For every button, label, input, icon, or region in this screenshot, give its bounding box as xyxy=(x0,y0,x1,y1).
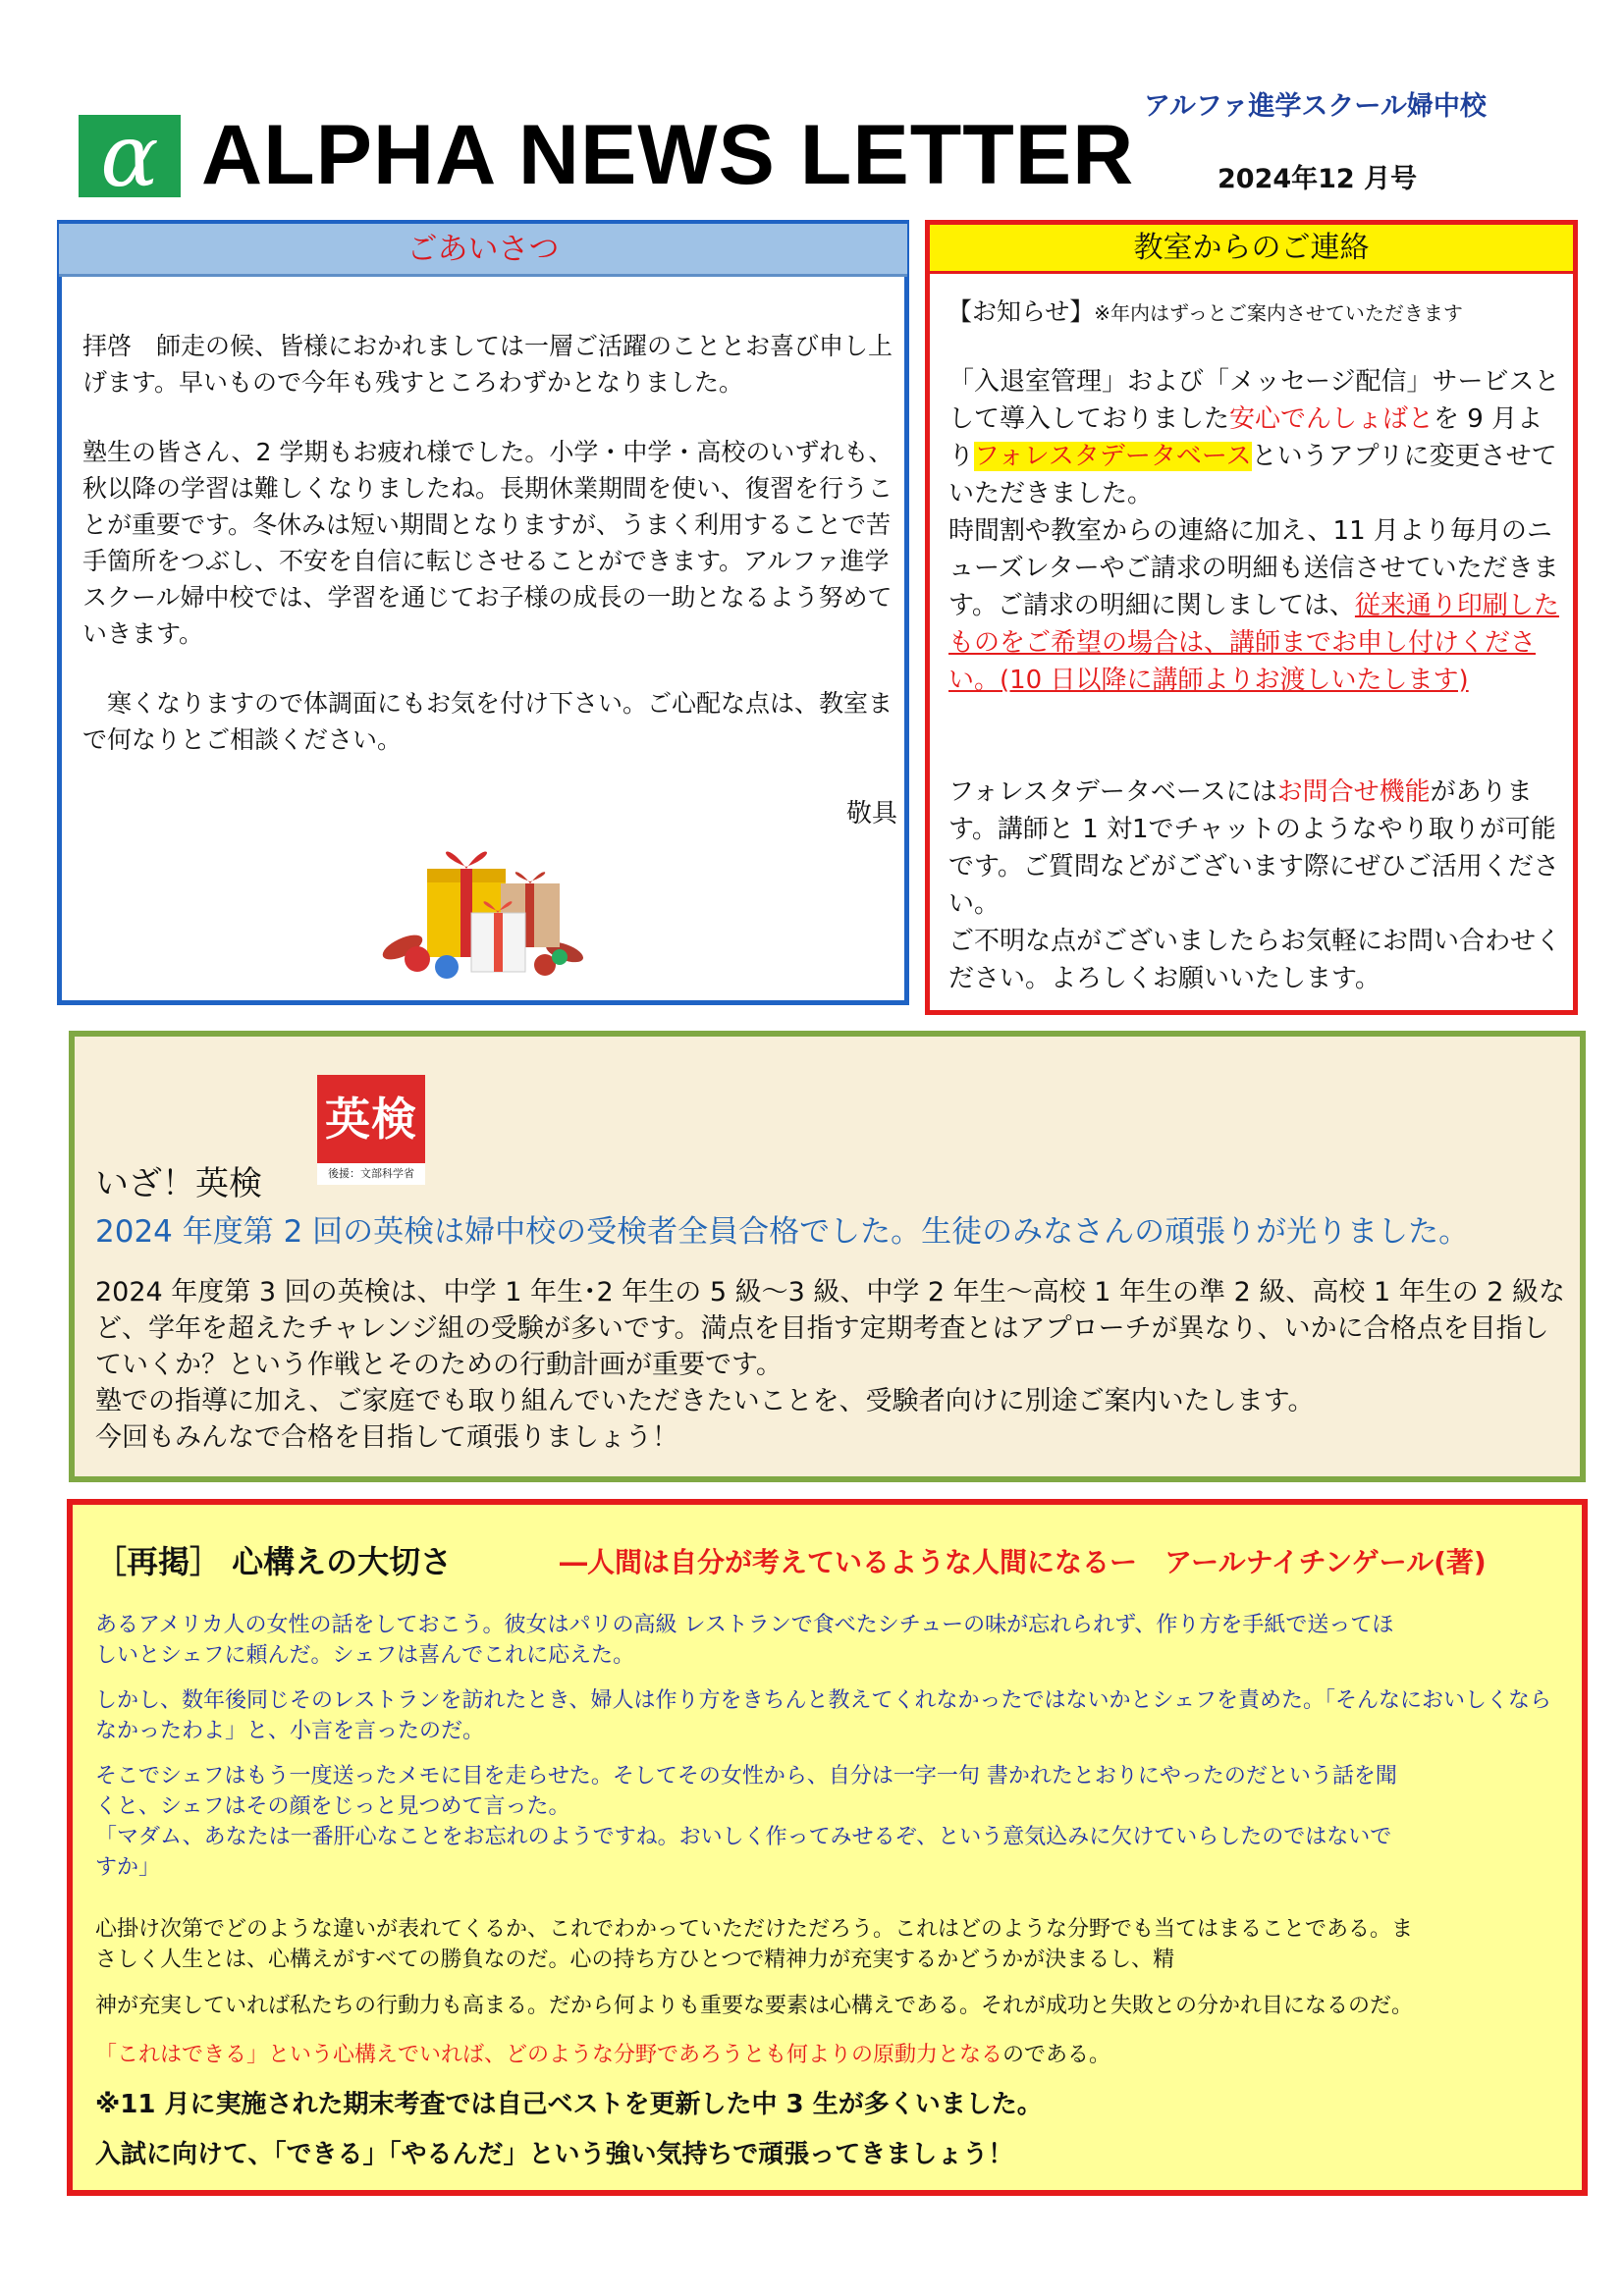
mindset-p7-end: のである。 xyxy=(1002,2043,1111,2067)
newsletter-title: ALPHA NEWS LETTER xyxy=(201,108,1135,202)
eiken-logo-sponsor: 後援：文部科学省 xyxy=(328,1167,414,1180)
notice-label xyxy=(947,293,1463,328)
contact-p3-feature: お問合せ機能 xyxy=(1276,777,1431,807)
eiken-logo xyxy=(317,1075,425,1185)
alpha-glyph: α xyxy=(100,115,159,197)
eiken-result: 2024 年度第 2 回の英検は婦中校の受検者全員合格でした。生徒のみなさんの頑張りが光りました。 xyxy=(95,1214,1470,1250)
contact-p2-text: 時間割や教室からの連絡に加え、11 月より毎月のニューズレターやご請求の明細も送信させていただきます。ご請求の明細に関しましては、 xyxy=(948,516,1559,620)
gift-boxes-illustration xyxy=(378,829,594,987)
contact-paragraph-2 xyxy=(948,512,1563,699)
gift-icon xyxy=(378,829,594,987)
greeting-closing: 敬具 xyxy=(845,799,897,828)
contact-p1-text-a: 「入退室管理」および「メッセージ配信」サービスとして導入しておりました xyxy=(948,367,1560,434)
alpha-logo-icon xyxy=(79,115,181,197)
school-name: アルファ進学スクール婦中校 xyxy=(1144,91,1487,122)
contact-paragraph-3 xyxy=(948,774,1563,923)
contact-p1-text-c: というアプリに変更させていただきました。 xyxy=(948,442,1557,508)
mindset-paragraph-7 xyxy=(95,2040,1568,2070)
contact-p2-red-note: 従来通り印刷したものをご希望の場合は、講師までお申し付けください。(10 日以降に講師よりお渡しいたします) xyxy=(948,591,1559,695)
greeting-paragraph-2: 塾生の皆さん、2 学期もお疲れ様でした。小学・中学・高校のいずれも、秋以降の学習は難しくなりましたね。長期休業期間を使い、復習を行うことが重要です。冬休みは短い期間となりますが、うまく利用することで苦手箇所をつぶし、不安を自信に転じさせることができます。アルファ進学スクール婦中校では、学習を通じてお子様の成長の一助となるよう努めていきます。 xyxy=(82,438,893,648)
eiken-title: いざ！英検 xyxy=(95,1164,262,1203)
contact-p3-text-a: フォレスタデータベースには xyxy=(948,777,1277,807)
mindset-paragraph-4: 「マダム、あなたは一番肝心なことをお忘れのようですね。おいしく作ってみせるぞ、という意気込みに欠けていらしたのではないですか」 xyxy=(95,1825,1392,1880)
alpha-logo xyxy=(79,115,181,197)
eiken-body-paragraph-2: 塾での指導に加え、ご家庭でも取り組んでいただきたいことを、受験者向けに別途ご案内いたします。 xyxy=(95,1386,1315,1416)
eiken-body-paragraph-3: 今回もみんなで合格を目指して頑張りましょう！ xyxy=(95,1422,678,1453)
mindset-paragraph-2: しかし、数年後同じそのレストランを訪れたとき、婦人は作り方をきちんと教えてくれなかったではないかとシェフを責めた。「そんなにおいしくならなかったわよ」と、小言を言ったのだ。 xyxy=(95,1688,1552,1743)
contact-p1-app-new: フォレスタデータベース xyxy=(974,442,1252,471)
mindset-paragraph-1: あるアメリカ人の女性の話をしておこう。彼女はパリの高級 レストランで食べたシチューの味が忘れられず、作り方を手紙で送ってほしいとシェフに頼んだ。シェフは喜んでこれに応えた。 xyxy=(95,1613,1394,1668)
eiken-body-paragraph-1: 2024 年度第 3 回の英検は、中学 1 年生･2 年生の 5 級～3 級、中学 2 年生～高校 1 年生の準 2 級、高校 1 年生の 2 級など、学年を超えたチャレンジ組の受験が多いです。満点を目指す定期考査とはアプローチが異なり、いかに合格点を目指していくか？という作戦とそのための行動計画が重要です。 xyxy=(95,1277,1566,1380)
mindset-paragraph-6: 神が充実していれば私たちの行動力も高まる。だから何よりも重要な要素は心構えである。それが成功と失敗との分かれ目になるのだ。 xyxy=(95,1994,1414,2018)
greeting-heading: ごあいさつ xyxy=(59,224,907,277)
mindset-paragraph-5: 心掛け次第でどのような違いが表れてくるか、これでわかっていただけただろう。これはどのような分野でも当てはまることである。まさしく人生とは、心構えがすべての勝負なのだ。心の持ち方ひとつで精神力が充実するかどうかが決まるし、精 xyxy=(95,1917,1414,1972)
mindset-key-message: 「これはできる」という心構えでいれば、どのような分野であろうとも何よりの原動力となる xyxy=(95,2043,1003,2067)
eiken-logo-text: 英検 xyxy=(317,1075,425,1163)
contact-p3-text-b: があります。講師と 1 対1でチャットのようなやり取りが可能です。ご質問などがございます際にぜひご活用ください。 xyxy=(948,777,1559,919)
greeting-paragraph-3: 寒くなりますので体調面にもお気を付け下さい。ご心配な点は、教室まで何なりとご相談ください。 xyxy=(82,689,893,754)
mindset-note-1: ※11 月に実施された期末考査では自己ベストを更新した中 3 生が多くいました。 xyxy=(95,2090,1043,2119)
eiken-body xyxy=(95,1274,1568,1456)
contact-paragraph-1 xyxy=(948,363,1563,512)
contact-heading: 教室からのご連絡 xyxy=(930,225,1573,274)
mindset-paragraph-3: そこでシェフはもう一度送ったメモに目を走らせた。そしてその女性から、自分は一字一句 書かれたとおりにやったのだという話を聞くと、シェフはその顔をじっと見つめて言った。 xyxy=(95,1764,1397,1819)
contact-paragraph-4: ご不明な点がございましたらお気軽にお問い合わせください。よろしくお願いいたします。 xyxy=(948,927,1562,993)
greeting-paragraph-1: 拝啓 師走の候、皆様におかれましては一層ご活躍のこととお喜び申し上げます。早いもので今年も残すところわずかとなりました。 xyxy=(82,332,893,397)
notice-label-main: 【お知らせ】 xyxy=(947,297,1095,326)
mindset-subtitle: ―人間は自分が考えているような人間になるー アールナイチンゲール(著) xyxy=(560,1546,1487,1578)
mindset-title: ［再掲］ 心構えの大切さ xyxy=(95,1543,453,1580)
mindset-note-2: 入試に向けて、「できる」「やるんだ」という強い気持ちで頑張ってきましょう！ xyxy=(95,2140,1014,2169)
contact-p1-text-b: を 9 月より xyxy=(948,404,1543,471)
notice-label-note: ※年内はずっとご案内させていただきます xyxy=(1094,301,1463,325)
contact-p1-app-old: 安心でんしょばと xyxy=(1229,404,1435,434)
issue-date: 2024年12 月号 xyxy=(1218,164,1418,194)
